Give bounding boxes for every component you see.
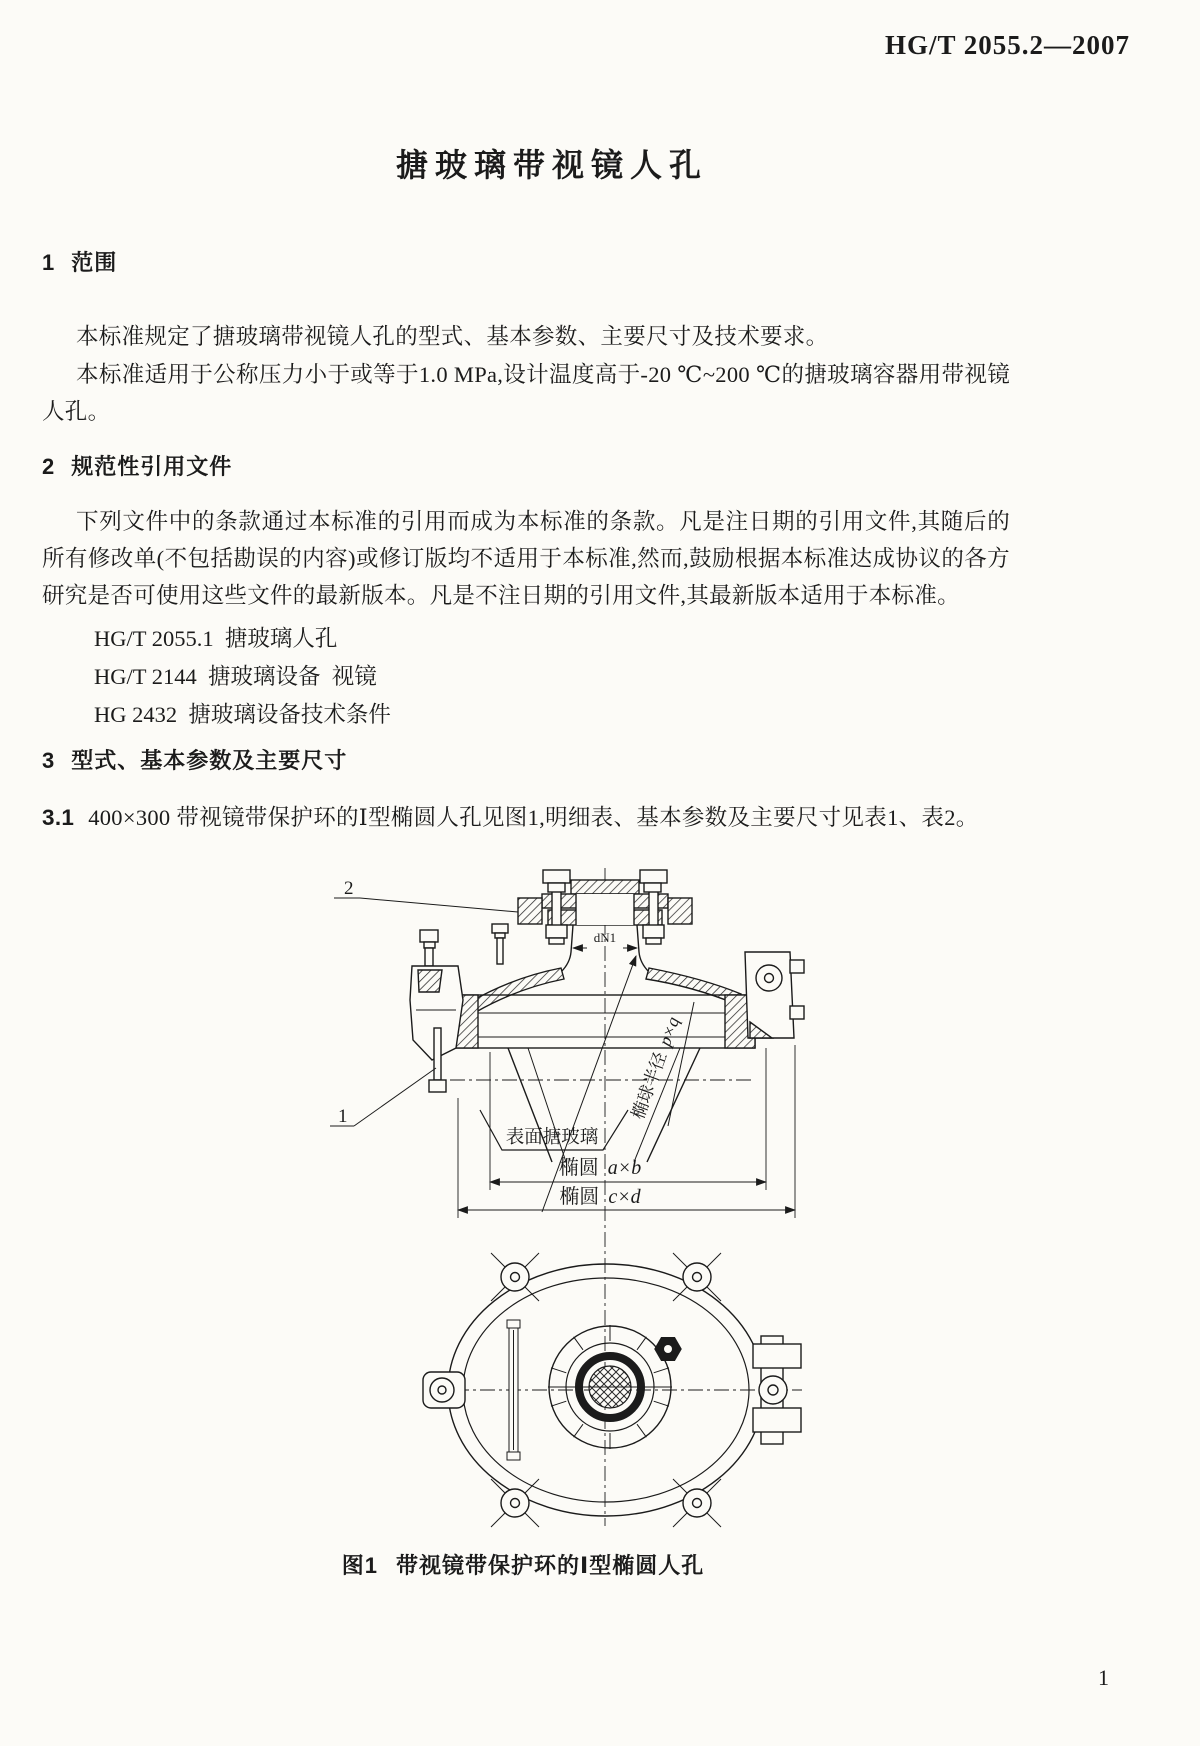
page-number: 1 [1098,1665,1109,1690]
svg-text:椭圆a×b [559,1156,642,1179]
section-view [330,870,804,1218]
plan-view [423,1253,802,1527]
clause-3-1-number: 3.1 [42,805,75,830]
section-1-heading [42,246,1034,277]
figure-number: 图1 [341,1553,379,1578]
corner-lug [491,1479,539,1527]
manhole-technical-drawing [320,860,805,1530]
svg-text:椭球半径p×q [628,1014,684,1122]
dim-inner-prefix: 椭圆 [558,1157,599,1179]
section-1-paragraph-1: 本标准规定了搪玻璃带视镜人孔的型式、基本参数、主要尺寸及技术要求。 [76,324,829,349]
clause-3-1 [42,800,1034,836]
part-callout-2 [334,878,518,912]
radius-dimension-value: p×q [654,1014,684,1049]
corner-lug [673,1479,721,1527]
normative-references [42,620,1010,734]
figure-1-caption [123,1549,923,1580]
handle-bar [507,1320,520,1460]
corner-lug [491,1253,539,1301]
clause-3-1-text: 400×300 带视镜带保护环的Ⅰ型椭圆人孔见图1,明细表、基本参数及主要尺寸见表1、表2。 [88,805,979,830]
dim-outer-value: c×d [608,1186,641,1208]
reference-item: HG/T 2144 搪玻璃设备 视镜 [94,664,377,689]
nozzle-dimension-label: dN1 [593,930,617,945]
section-2-heading [42,450,1034,481]
glass-surface-label: 表面搪玻璃 [505,1128,599,1148]
dim-outer-prefix: 椭圆 [559,1186,600,1208]
part-number-1: 1 [338,1106,348,1127]
cover-section-left [470,968,564,1012]
swing-bolt-clamp [410,930,463,1092]
hex-nut [655,1338,681,1361]
pivot-lug [423,1372,465,1408]
glass-surface-callout [480,1110,628,1150]
section-3-heading [42,744,1034,775]
sight-glass [548,1325,672,1449]
section-1-number: 1 [42,250,56,275]
reference-item: HG 2432 搪玻璃设备技术条件 [94,702,391,727]
section-1-title: 范围 [71,250,118,275]
dim-inner-value: a×b [607,1157,642,1179]
corner-lug [673,1253,721,1301]
figure-1-drawing [320,860,805,1530]
hinge-bracket-section [745,952,804,1038]
cover-stud [492,924,508,964]
reference-item: HG/T 2055.1 搪玻璃人孔 [94,626,338,651]
section-3-title: 型式、基本参数及主要尺寸 [71,748,348,773]
radius-dimension-prefix: 椭球半径 [627,1049,671,1122]
standard-code: HG/T 2055.2—2007 [884,30,1130,60]
section-3-number: 3 [42,748,56,773]
figure-title: 带视镜带保护环的Ⅰ型椭圆人孔 [396,1553,705,1578]
section-2-title: 规范性引用文件 [71,454,233,479]
section-1-paragraph-2: 本标准适用于公称压力小于或等于1.0 MPa,设计温度高于-20 ℃~200 ℃的搪玻璃容器用带视镜人孔。 [42,362,1010,424]
section-2-number: 2 [42,454,56,479]
section-2-paragraph-1: 下列文件中的条款通过本标准的引用而成为本标准的条款。凡是注日期的引用文件,其随后的所有修改单(不包括勘误的内容)或修订版均不适用于本标准,然而,鼓励根据本标准达成协议的各方研究是否可使用这些文件的最新版本。凡是不注日期的引用文件,其最新版本适用于本标准。 [42,509,1010,608]
svg-text:椭圆c×d [559,1185,641,1208]
part-callout-1 [330,1068,436,1127]
dimension-a-x-b [490,1048,766,1190]
part-number-2: 2 [344,878,354,899]
document-title: 搪玻璃带视镜人孔 [395,147,708,183]
